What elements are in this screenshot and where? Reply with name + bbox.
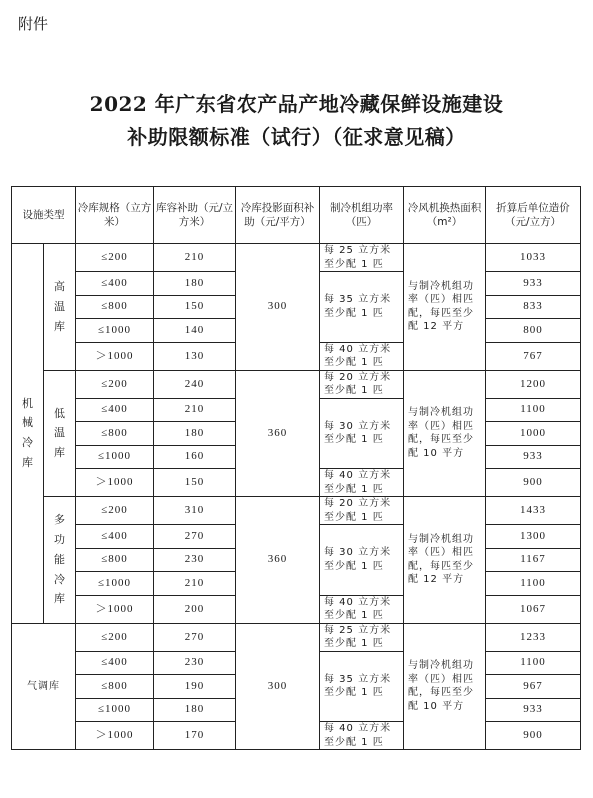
- unit-cost-cell: 1000: [486, 422, 581, 446]
- unit-power-cell: 每 40 立方米至少配 1 匹: [320, 342, 404, 370]
- header-capacity-spec: 冷库规格（立方米）: [76, 187, 154, 244]
- capacity-subsidy-cell: 200: [154, 595, 236, 623]
- fan-area-cell: 与制冷机组功率（匹）相匹配，每匹至少配 10 平方: [404, 370, 486, 497]
- mechanical-cold-storage-label-text: 机械冷库: [22, 396, 33, 470]
- capacity-subsidy-cell: 160: [154, 445, 236, 469]
- capacity-spec-cell: ≤1000: [76, 319, 154, 343]
- capacity-subsidy-cell: 140: [154, 319, 236, 343]
- unit-cost-cell: 800: [486, 319, 581, 343]
- sub-type-label: [44, 497, 76, 624]
- capacity-spec-cell: ≤800: [76, 548, 154, 572]
- attachment-label: 附件: [18, 15, 49, 33]
- unit-cost-cell: 767: [486, 342, 581, 370]
- sub-type-label-text: 多功能冷库: [54, 513, 65, 606]
- capacity-spec-cell: ＞1000: [76, 469, 154, 497]
- unit-cost-cell: 1067: [486, 595, 581, 623]
- capacity-spec-cell: ≤800: [76, 295, 154, 319]
- table-row: [12, 244, 581, 272]
- unit-cost-cell: 1300: [486, 525, 581, 549]
- capacity-subsidy-cell: 180: [154, 422, 236, 446]
- table-body: [12, 244, 581, 750]
- subsidy-standard-table: [11, 186, 581, 750]
- capacity-subsidy-cell: 210: [154, 398, 236, 422]
- capacity-spec-cell: ≤1000: [76, 572, 154, 596]
- area-subsidy-cell: 360: [236, 497, 320, 624]
- capacity-spec-cell: ≤800: [76, 675, 154, 699]
- capacity-subsidy-cell: 150: [154, 295, 236, 319]
- unit-power-cell: 每 35 立方米至少配 1 匹: [320, 651, 404, 722]
- capacity-spec-cell: ≤400: [76, 525, 154, 549]
- capacity-subsidy-cell: 270: [154, 525, 236, 549]
- unit-cost-cell: 833: [486, 295, 581, 319]
- unit-power-cell: 每 25 立方米至少配 1 匹: [320, 623, 404, 651]
- capacity-subsidy-cell: 270: [154, 623, 236, 651]
- unit-power-cell: 每 20 立方米至少配 1 匹: [320, 370, 404, 398]
- sub-type-label-text: 低温库: [54, 406, 65, 460]
- capacity-spec-cell: ＞1000: [76, 595, 154, 623]
- table-row: [12, 370, 581, 398]
- fan-area-cell: 与制冷机组功率（匹）相匹配，每匹至少配 10 平方: [404, 623, 486, 750]
- capacity-spec-cell: ≤400: [76, 398, 154, 422]
- capacity-subsidy-cell: 240: [154, 370, 236, 398]
- capacity-subsidy-cell: 210: [154, 244, 236, 272]
- unit-power-cell: 每 20 立方米至少配 1 匹: [320, 497, 404, 525]
- header-area-subsidy: 冷库投影面积补助（元/平方）: [236, 187, 320, 244]
- document-title-line-1: 2022 年广东省农产品产地冷藏保鲜设施建设: [89, 92, 504, 116]
- table-header-row: [12, 187, 581, 244]
- unit-cost-cell: 1033: [486, 244, 581, 272]
- capacity-subsidy-cell: 310: [154, 497, 236, 525]
- header-capacity-subsidy: 库容补助（元/立方米）: [154, 187, 236, 244]
- ca-storage-label: 气调库: [12, 623, 76, 750]
- unit-power-cell: 每 25 立方米至少配 1 匹: [320, 244, 404, 272]
- unit-power-cell: 每 30 立方米至少配 1 匹: [320, 525, 404, 596]
- unit-cost-cell: 933: [486, 272, 581, 296]
- table-row: [12, 497, 581, 525]
- fan-area-cell: 与制冷机组功率（匹）相匹配，每匹至少配 12 平方: [404, 244, 486, 371]
- unit-power-cell: 每 40 立方米至少配 1 匹: [320, 469, 404, 497]
- capacity-spec-cell: ≤200: [76, 623, 154, 651]
- unit-cost-cell: 933: [486, 445, 581, 469]
- capacity-spec-cell: ≤400: [76, 272, 154, 296]
- capacity-subsidy-cell: 230: [154, 548, 236, 572]
- unit-cost-cell: 967: [486, 675, 581, 699]
- capacity-spec-cell: ≤1000: [76, 445, 154, 469]
- capacity-subsidy-cell: 130: [154, 342, 236, 370]
- unit-cost-cell: 1100: [486, 572, 581, 596]
- unit-cost-cell: 1233: [486, 623, 581, 651]
- capacity-spec-cell: ≤1000: [76, 698, 154, 722]
- capacity-spec-cell: ≤200: [76, 497, 154, 525]
- document-title-line-2: 补助限额标准（试行）（征求意见稿）: [127, 125, 466, 149]
- capacity-subsidy-cell: 170: [154, 722, 236, 750]
- capacity-subsidy-cell: 210: [154, 572, 236, 596]
- capacity-spec-cell: ≤200: [76, 244, 154, 272]
- header-unit-power: 制冷机组功率（匹）: [320, 187, 404, 244]
- unit-cost-cell: 1200: [486, 370, 581, 398]
- unit-power-cell: 每 40 立方米至少配 1 匹: [320, 595, 404, 623]
- capacity-spec-cell: ≤400: [76, 651, 154, 675]
- capacity-subsidy-cell: 180: [154, 272, 236, 296]
- area-subsidy-cell: 360: [236, 370, 320, 497]
- header-facility-type: 设施类型: [12, 187, 76, 244]
- unit-cost-cell: 1100: [486, 398, 581, 422]
- sub-type-label: [44, 244, 76, 371]
- fan-area-cell: 与制冷机组功率（匹）相匹配，每匹至少配 12 平方: [404, 497, 486, 624]
- unit-cost-cell: 933: [486, 698, 581, 722]
- unit-cost-cell: 900: [486, 469, 581, 497]
- unit-cost-cell: 1100: [486, 651, 581, 675]
- unit-power-cell: 每 30 立方米至少配 1 匹: [320, 398, 404, 469]
- capacity-spec-cell: ＞1000: [76, 342, 154, 370]
- unit-cost-cell: 900: [486, 722, 581, 750]
- capacity-spec-cell: ≤800: [76, 422, 154, 446]
- capacity-spec-cell: ＞1000: [76, 722, 154, 750]
- unit-power-cell: 每 40 立方米至少配 1 匹: [320, 722, 404, 750]
- mechanical-cold-storage-label: [12, 244, 44, 624]
- unit-cost-cell: 1433: [486, 497, 581, 525]
- unit-cost-cell: 1167: [486, 548, 581, 572]
- capacity-subsidy-cell: 150: [154, 469, 236, 497]
- header-unit-cost: 折算后单位造价（元/立方）: [486, 187, 581, 244]
- capacity-subsidy-cell: 230: [154, 651, 236, 675]
- area-subsidy-cell: 300: [236, 623, 320, 750]
- table-row: [12, 623, 581, 651]
- area-subsidy-cell: 300: [236, 244, 320, 371]
- capacity-subsidy-cell: 190: [154, 675, 236, 699]
- capacity-subsidy-cell: 180: [154, 698, 236, 722]
- sub-type-label: [44, 370, 76, 497]
- capacity-spec-cell: ≤200: [76, 370, 154, 398]
- header-fan-area: 冷风机换热面积（m²）: [404, 187, 486, 244]
- sub-type-label-text: 高温库: [54, 280, 65, 333]
- unit-power-cell: 每 35 立方米至少配 1 匹: [320, 272, 404, 343]
